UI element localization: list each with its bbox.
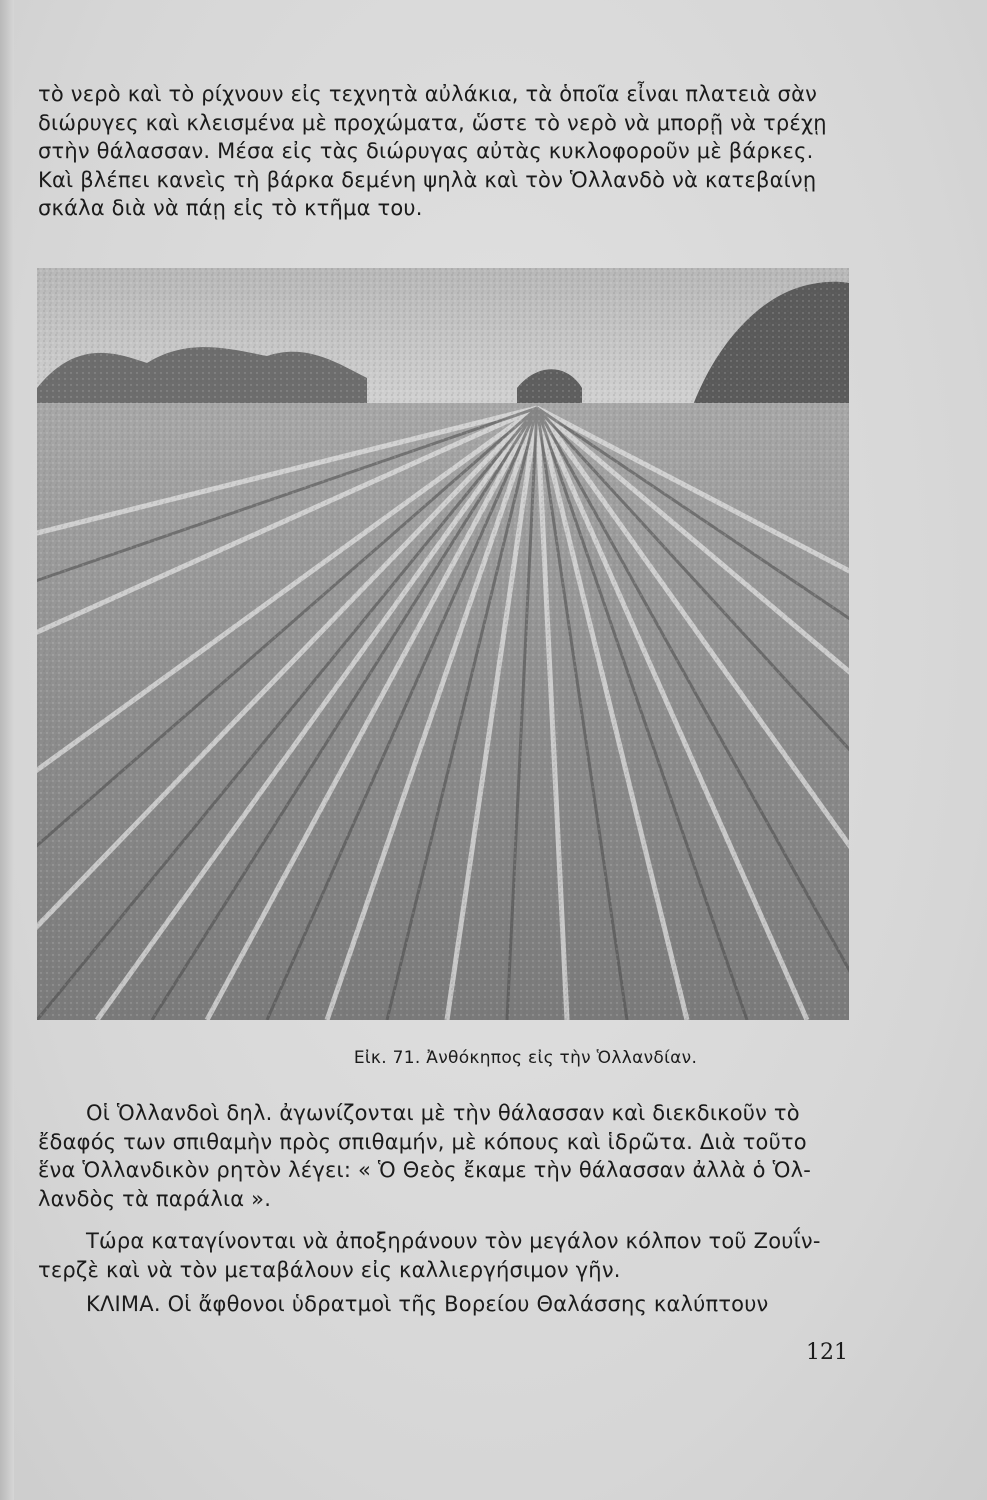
print-grain xyxy=(37,268,849,1020)
text-line: Τώρα καταγίνονται νὰ ἀποξηράνουν τὸν μεγάλον κόλπον τοῦ Ζουΐν- xyxy=(86,1229,821,1253)
figure-flower-garden-photo xyxy=(37,268,849,1020)
paragraph-zuiderzee xyxy=(38,1227,848,1284)
paragraph-canals xyxy=(38,80,848,223)
text-line: ἔδαφός των σπιθαμὴν πρὸς σπιθαμήν, μὲ κόπους καὶ ἱδρῶτα. Διὰ τοῦτο xyxy=(38,1129,807,1154)
text-line: τὸ νερὸ καὶ τὸ ρίχνουν εἰς τεχνητὰ αὐλάκια, τὰ ὁποῖα εἶναι πλατειὰ σὰν xyxy=(38,82,818,106)
text-line: στὴν θάλασσαν. Μέσα εἰς τὰς διώρυγας αὐτὰς κυκλοφοροῦν μὲ βάρκες. xyxy=(38,139,814,163)
text-line: Οἱ Ὁλλανδοὶ δηλ. ἀγωνίζονται μὲ τὴν θάλασσαν καὶ διεκδικοῦν τὸ xyxy=(86,1101,800,1125)
text-line: σκάλα διὰ νὰ πάῃ εἰς τὸ κτῆμα του. xyxy=(38,196,423,220)
paragraph-climate xyxy=(38,1290,848,1319)
text-line: λανδὸς τὰ παράλια ». xyxy=(38,1186,272,1211)
text-line: Καὶ βλέπει κανεὶς τὴ βάρκα δεμένη ψηλὰ καὶ τὸν Ὁλλανδὸ νὰ κατεβαίνῃ xyxy=(38,167,817,192)
text-line: ἕνα Ὁλλανδικὸν ρητὸν λέγει: « Ὁ Θεὸς ἔκαμε τὴν θάλασσαν ἀλλὰ ὁ Ὁλ- xyxy=(38,1158,812,1182)
page-edge-shadow xyxy=(0,0,14,1500)
field-illustration xyxy=(37,268,849,1020)
page-number: 121 xyxy=(806,1340,848,1365)
text-line: ΚΛΙΜΑ. Οἱ ἄφθονοι ὑδρατμοὶ τῆς Βορείου Θαλάσσης καλύπτουν xyxy=(86,1292,769,1316)
figure-caption: Εἰκ. 71. Ἀνθόκηπος εἰς τὴν Ὁλλανδίαν. xyxy=(353,1048,698,1068)
text-line: τερζὲ καὶ νὰ τὸν μεταβάλουν εἰς καλλιεργήσιμον γῆν. xyxy=(38,1257,621,1282)
paragraph-hollanders xyxy=(38,1099,848,1213)
text-line: διώρυγες καὶ κλεισμένα μὲ προχώματα, ὥστε τὸ νερὸ νὰ μπορῇ νὰ τρέχῃ xyxy=(38,110,827,135)
